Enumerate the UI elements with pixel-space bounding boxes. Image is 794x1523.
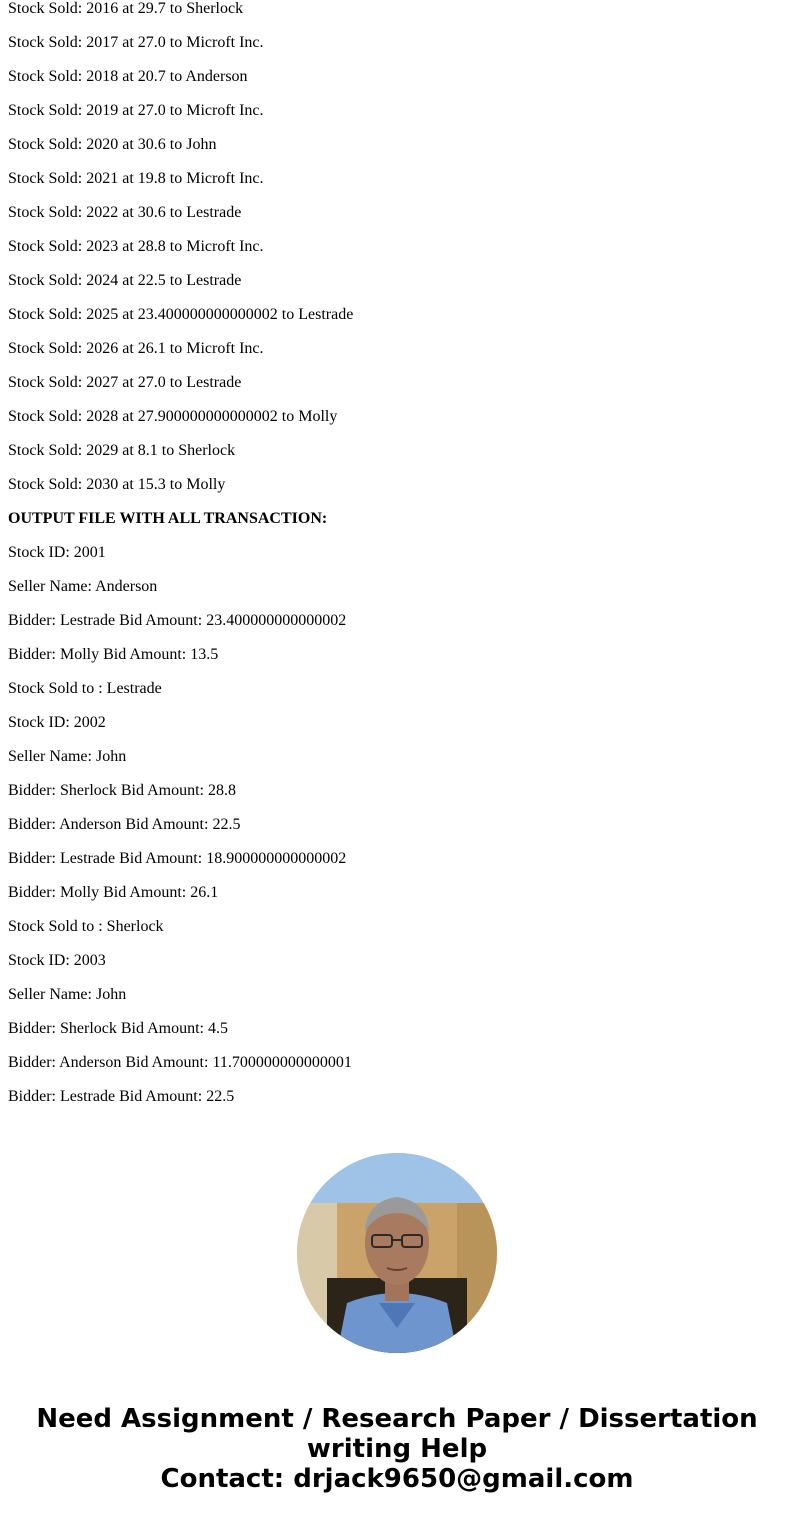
text-line: Stock Sold: 2021 at 19.8 to Microft Inc. [8, 170, 264, 187]
text-line: Bidder: Lestrade Bid Amount: 22.5 [8, 1088, 235, 1105]
text-line: Stock Sold: 2025 at 23.400000000000002 to Lestrade [8, 306, 354, 323]
text-line: Stock Sold: 2030 at 15.3 to Molly [8, 476, 226, 493]
cta-line-2: writing Help [306, 1434, 488, 1464]
text-line: Stock ID: 2001 [8, 544, 106, 561]
text-line: Stock Sold: 2016 at 29.7 to Sherlock [8, 0, 244, 17]
text-line: Stock Sold: 2019 at 27.0 to Microft Inc. [8, 102, 264, 119]
text-line: Stock ID: 2002 [8, 714, 106, 731]
text-line: Stock Sold: 2020 at 30.6 to John [8, 136, 217, 153]
text-line: Seller Name: John [8, 748, 127, 765]
text-line: Stock Sold to : Sherlock [8, 918, 164, 935]
text-line: Bidder: Anderson Bid Amount: 11.700000000000001 [8, 1054, 352, 1071]
text-line: Stock Sold: 2028 at 27.900000000000002 to Molly [8, 408, 338, 425]
text-line: Stock Sold: 2027 at 27.0 to Lestrade [8, 374, 242, 391]
text-line: Bidder: Sherlock Bid Amount: 28.8 [8, 782, 236, 799]
text-line: Bidder: Molly Bid Amount: 26.1 [8, 884, 219, 901]
text-line: Bidder: Sherlock Bid Amount: 4.5 [8, 1020, 228, 1037]
text-line: Stock Sold: 2017 at 27.0 to Microft Inc. [8, 34, 264, 51]
text-line: Stock Sold: 2018 at 20.7 to Anderson [8, 68, 248, 85]
text-line: Seller Name: John [8, 986, 127, 1003]
cta-line-1: Need Assignment / Research Paper / Dissertation [36, 1404, 758, 1434]
text-line: Bidder: Lestrade Bid Amount: 18.900000000000002 [8, 850, 347, 867]
person-photo-icon [297, 1153, 497, 1353]
text-line: Bidder: Molly Bid Amount: 13.5 [8, 646, 219, 663]
text-line: Stock Sold: 2026 at 26.1 to Microft Inc. [8, 340, 264, 357]
section-heading: OUTPUT FILE WITH ALL TRANSACTION: [8, 510, 328, 527]
text-line: Stock ID: 2003 [8, 952, 106, 969]
text-line: Seller Name: Anderson [8, 578, 158, 595]
text-line: Bidder: Lestrade Bid Amount: 23.400000000000002 [8, 612, 347, 629]
transaction-log [8, 0, 788, 1122]
author-avatar [297, 1153, 497, 1353]
text-line: Stock Sold: 2024 at 22.5 to Lestrade [8, 272, 242, 289]
contact-banner [0, 1404, 794, 1494]
cta-line-3: Contact: drjack9650@gmail.com [160, 1464, 634, 1494]
text-line: Stock Sold: 2023 at 28.8 to Microft Inc. [8, 238, 264, 255]
text-line: Stock Sold: 2022 at 30.6 to Lestrade [8, 204, 242, 221]
text-line: Stock Sold: 2029 at 8.1 to Sherlock [8, 442, 236, 459]
text-line: Stock Sold to : Lestrade [8, 680, 162, 697]
text-line: Bidder: Anderson Bid Amount: 22.5 [8, 816, 241, 833]
